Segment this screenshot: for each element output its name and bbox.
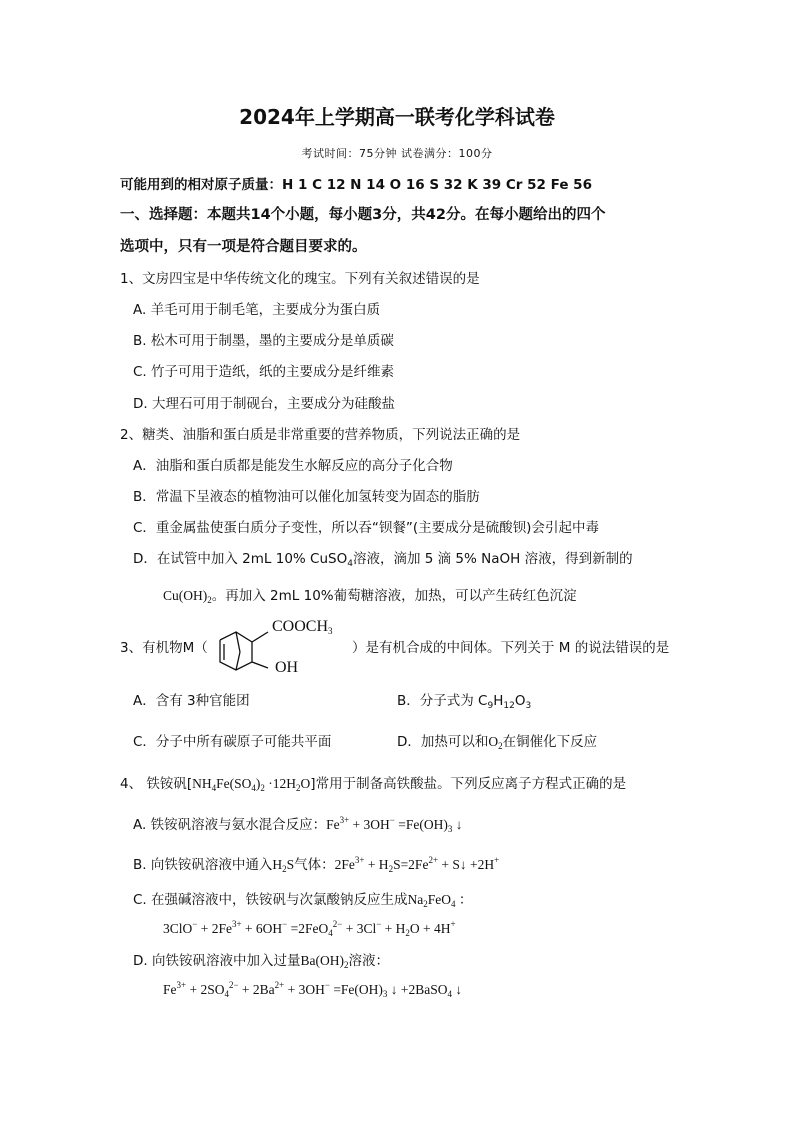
page-title: 2024年上学期高一联考化学科试卷 <box>239 105 555 129</box>
section-heading-line1: 一、选择题：本题共14个小题，每小题3分，共42分。在每小题给出的四个 <box>120 207 606 223</box>
q3-option-b: B．分子式为 $C_9H_{12}O_3$ <box>397 693 532 711</box>
q3-option-a: A．含有 3种官能团 <box>133 693 250 709</box>
q3-option-d: D．加热可以和$O_2$在铜催化下反应 <box>397 734 598 751</box>
q2-option-c: C．重金属盐使蛋白质分子变性，所以吞“钡餐”(主要成分是硫酸钡)会引起中毒 <box>133 520 599 536</box>
q2-option-a: A．油脂和蛋白质都是能发生水解反应的高分子化合物 <box>133 458 453 474</box>
q4-stem: 4、 铁铵矾$[NH_4Fe(SO_4)_2 \cdot 12H_2O]$常用于制备高铁酸盐。下列反应离子方程式正确的是 <box>120 776 627 793</box>
q3-stem-post: ）是有机合成的中间体。下列关于 M 的说法错误的是 <box>352 640 670 656</box>
q2-option-b: B．常温下呈液态的植物油可以催化加氢转变为固态的脂肪 <box>133 489 480 505</box>
q3-stem-pre: 3、有机物M（ <box>120 640 208 656</box>
q1-option-b: B. 松木可用于制墨，墨的主要成分是单质碳 <box>133 333 394 349</box>
q4-option-d: D. 向铁铵矾溶液中加入过量$Ba(OH)_2$溶液： <box>133 953 389 970</box>
q2-option-d-cont: $Cu(OH)_2$。再加入 2mL 10%葡萄糖溶液，加热，可以产生砖红色沉淀 <box>163 588 577 605</box>
q1-option-c: C. 竹子可用于造纸，纸的主要成分是纤维素 <box>133 364 395 380</box>
atomic-masses: 可能用到的相对原子质量：H 1 C 12 N 14 O 16 S 32 K 39 Cr 52 Fe 56 <box>120 177 592 193</box>
ester-group-label: $COOCH_3$ <box>272 618 333 636</box>
q4-option-c-equation: $3ClO^- + 2Fe^{3+} + 6OH^- =2FeO_4^{2-} + 3Cl^- + H_2O + 4H^+$ <box>163 919 456 938</box>
section-heading-line2: 选项中，只有一项是符合题目要求的。 <box>120 239 367 255</box>
q1-stem: 1、文房四宝是中华传统文化的瑰宝。下列有关叙述错误的是 <box>120 271 480 287</box>
q2-stem: 2、糖类、油脂和蛋白质是非常重要的营养物质，下列说法正确的是 <box>120 427 521 443</box>
q4-option-a: A. 铁铵矾溶液与氨水混合反应：$Fe^{3+} + 3OH^- =Fe(OH)_3$ ↓ <box>133 815 463 834</box>
hydroxyl-label: OH <box>275 659 299 676</box>
q4-option-c: C. 在强碱溶液中，铁铵矾与次氯酸钠反应生成$Na_2FeO_4$ ： <box>133 892 473 909</box>
q3-option-c: C．分子中所有碳原子可能共平面 <box>133 734 332 750</box>
q1-option-a: A. 羊毛可用于制毛笔，主要成分为蛋白质 <box>133 302 381 318</box>
q2-option-d: D．在试管中加入 2mL 10% CuSO$_4$溶液，滴加 5 滴 5% NaOH 溶液，得到新制的 <box>133 551 633 569</box>
q1-option-d: D. 大理石可用于制砚台，主要成分为硅酸盐 <box>133 396 395 412</box>
q4-option-d-equation: $Fe^{3+} + 2SO_4^{2-} + 2Ba^{2+} + 3OH^- =Fe(OH)_3$ ↓ +2BaSO$_4$ ↓ <box>163 980 463 999</box>
q4-option-b: B. 向铁铵矾溶液中通入$H_2S$气体：$2Fe^{3+} + H_2S=2Fe^{2+}$ + S↓ +2H+ <box>133 855 500 874</box>
exam-meta: 考试时间：75分钟 试卷满分：100分 <box>301 147 493 160</box>
